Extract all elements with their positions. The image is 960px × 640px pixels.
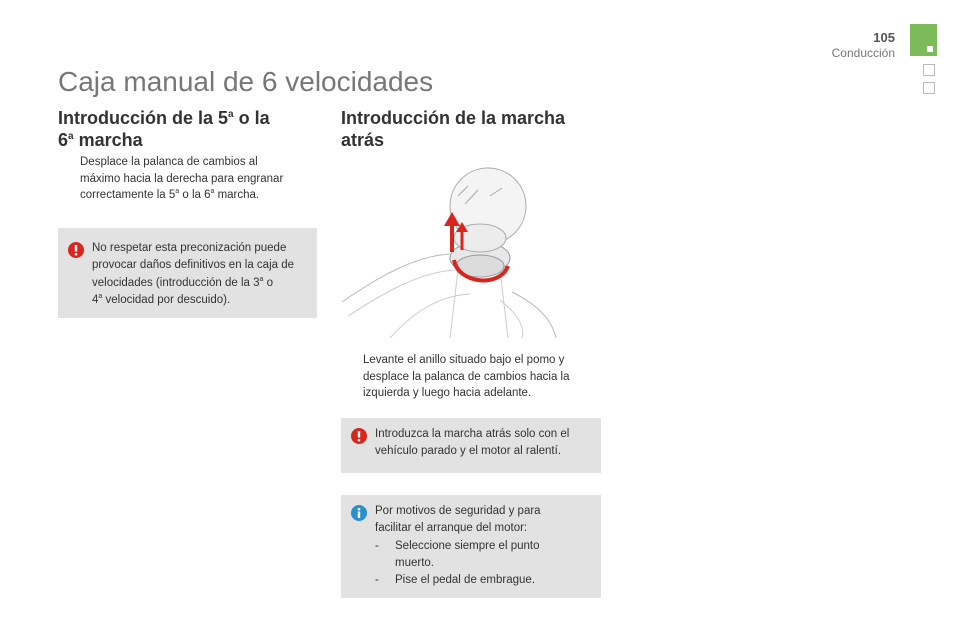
right-instruction: Levante el anillo situado bajo el pomo y desplace la palanca de cambios hacia la izquierda y luego hacia adelante. <box>363 354 570 400</box>
right-heading: Introducción de la marcha atrás <box>341 108 566 150</box>
left-instruction: Desplace la palanca de cambios al máximo hacia la derecha para engranar correctamente la 5$^a$ o la 6$^a$ marcha. <box>80 156 284 202</box>
gear-knob-illustration <box>340 166 590 338</box>
page-number: 105 <box>873 30 895 45</box>
warning-exclamation-icon <box>351 428 367 444</box>
left-heading: Introducción de la 5$^a$ o la 6$^a$ marcha <box>58 108 270 150</box>
section-tab-active[interactable] <box>910 24 937 56</box>
warning-exclamation-icon <box>68 242 84 258</box>
right-warning-note: Introduzca la marcha atrás solo con el vehículo parado y el motor al ralentí. <box>341 418 601 473</box>
section-name: Conducción <box>831 46 895 60</box>
page-title: Caja manual de 6 velocidades <box>58 66 434 97</box>
left-warning-note: No respetar esta preconización puede provocar daños definitivos en la caja de velocidades (introducción de la 3$^a$ o 4$^a$ velocidad por descuido). <box>58 228 317 318</box>
section-tab[interactable] <box>923 82 935 94</box>
right-info-note: Por motivos de seguridad y para facilitar el arranque del motor: - Seleccione siempre el punto muerto. - Pise el pedal de embrague. <box>341 495 601 598</box>
section-tab[interactable] <box>923 64 935 76</box>
info-icon <box>351 505 367 521</box>
